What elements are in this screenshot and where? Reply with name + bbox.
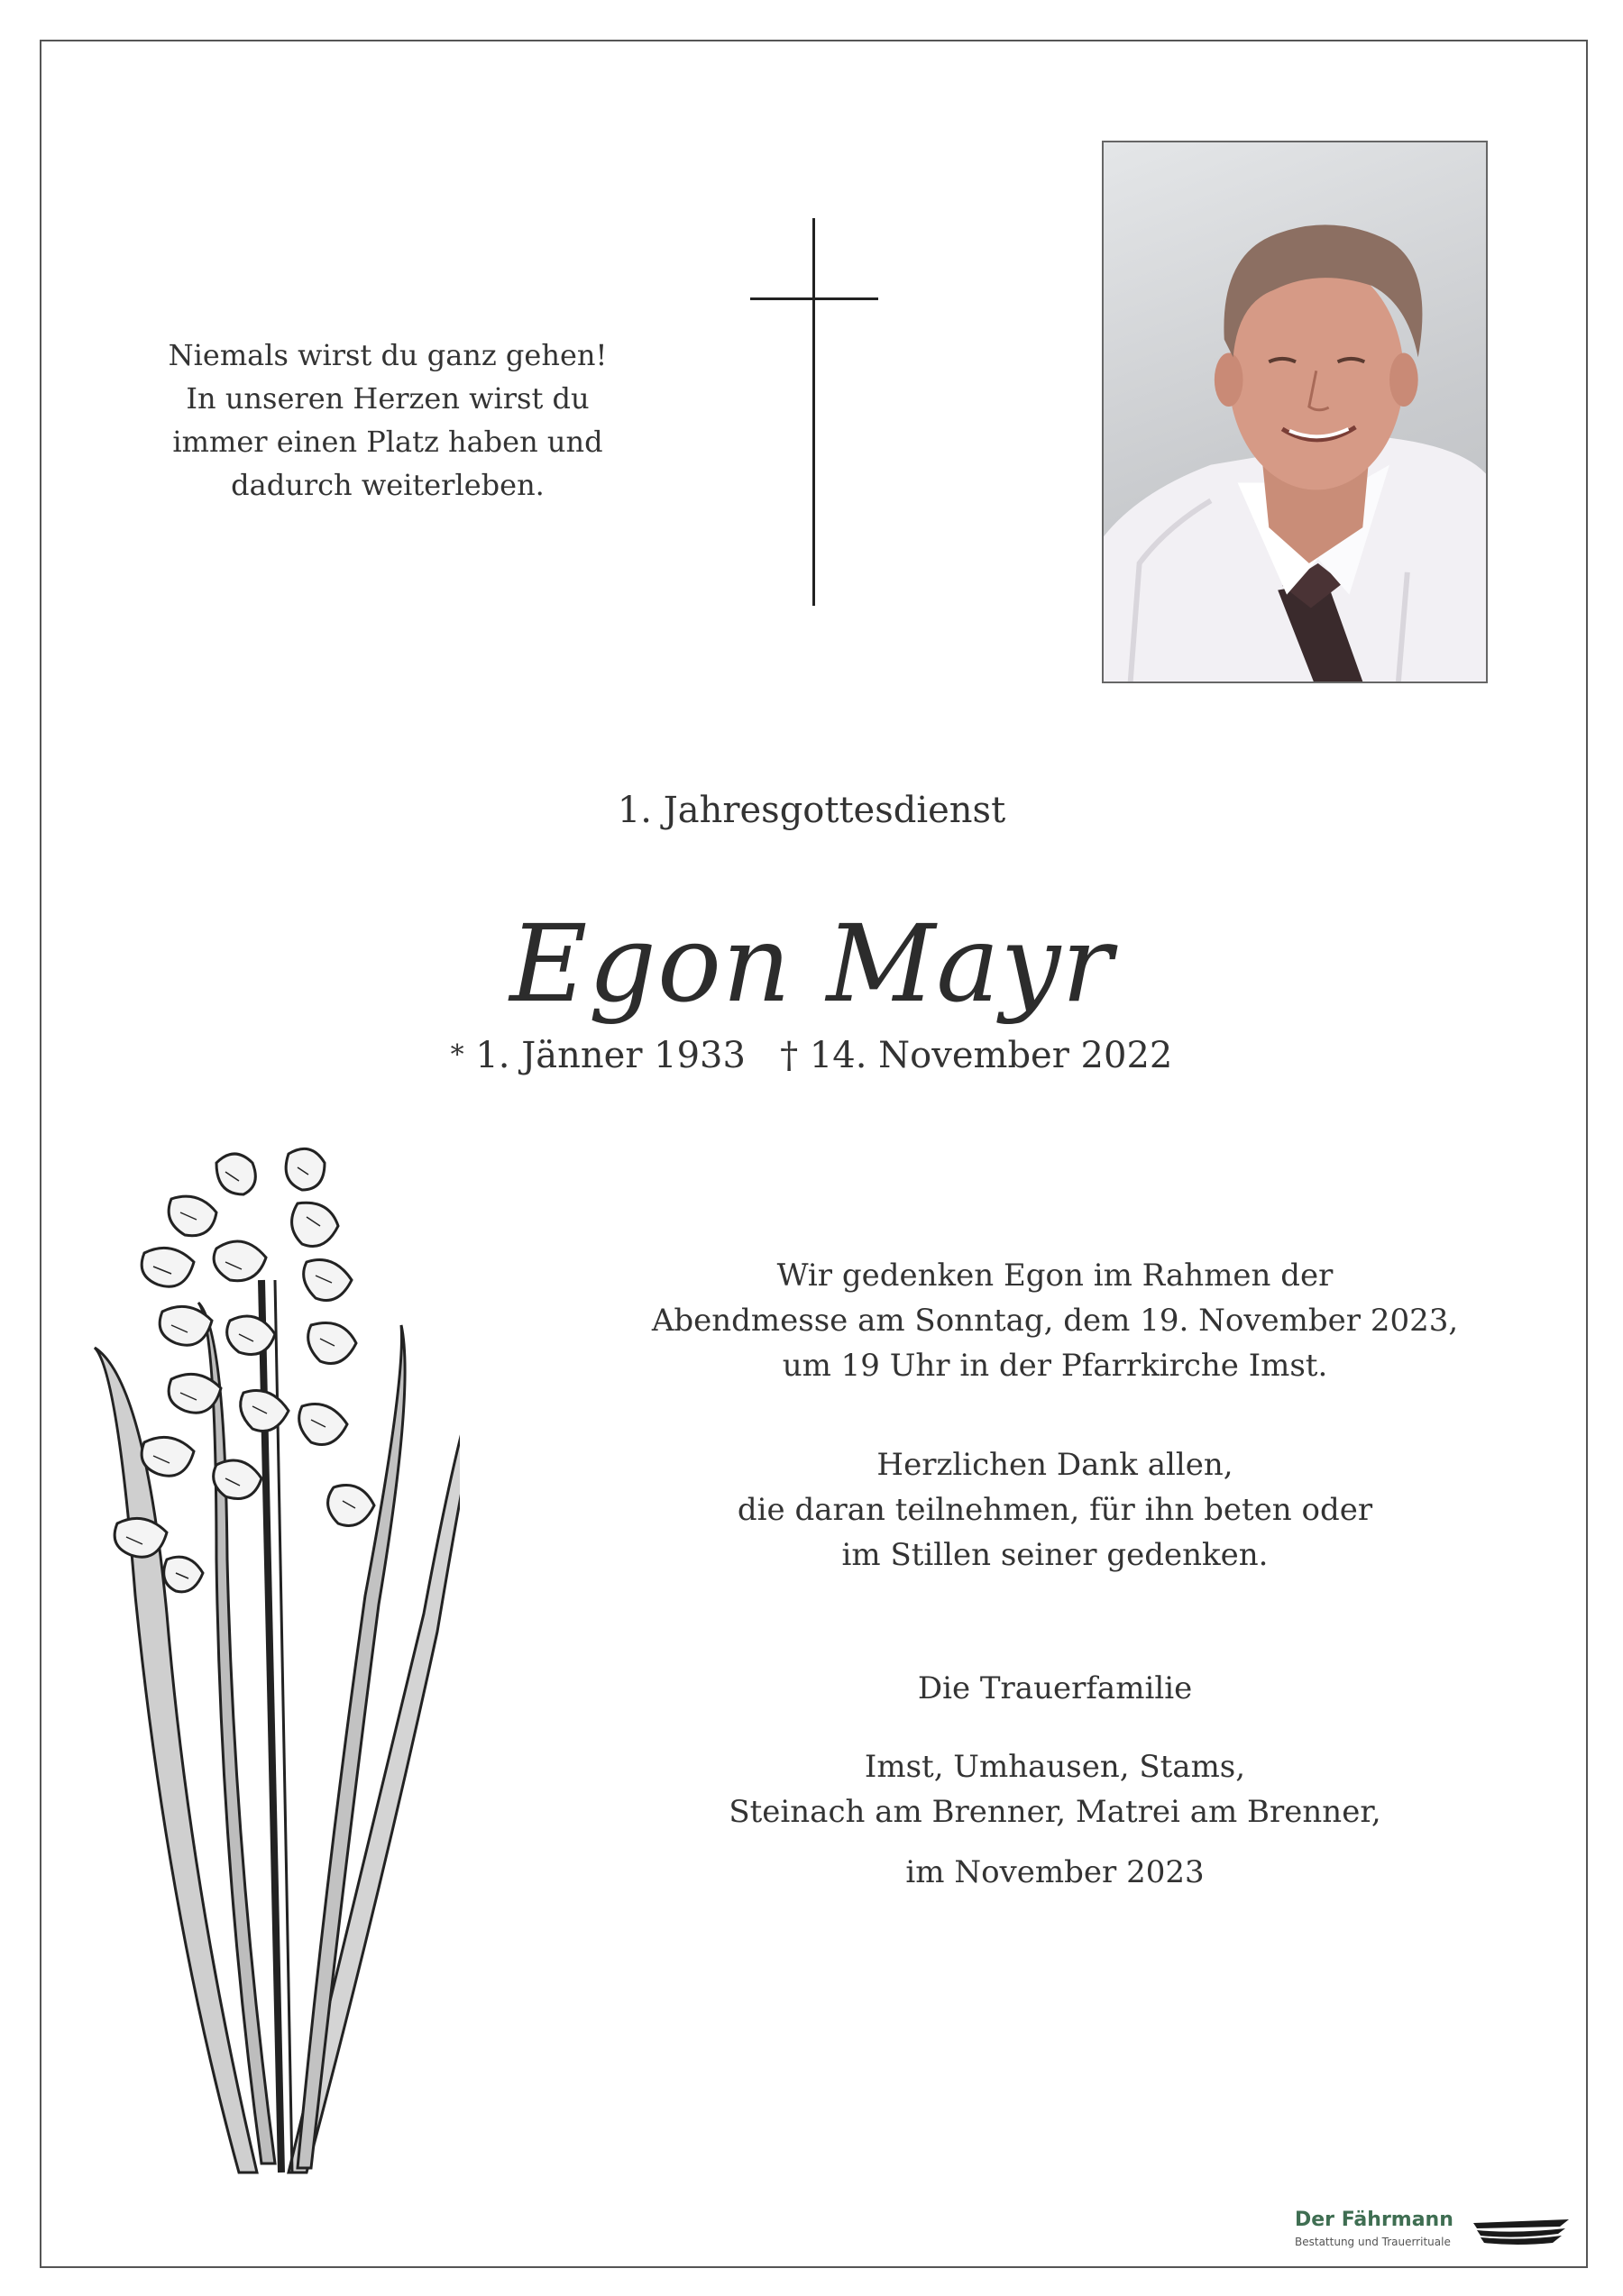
signature-date: im November 2023 bbox=[905, 1854, 1205, 1890]
poem-line: In unseren Herzen wirst du bbox=[186, 381, 590, 416]
hyacinth-illustration bbox=[81, 1145, 460, 2182]
cross-horizontal-bar bbox=[750, 297, 878, 300]
memorial-announcement bbox=[622, 1253, 1488, 1388]
place-line: Steinach am Brenner, Matrei am Brenner, bbox=[729, 1794, 1381, 1830]
poem-line: dadurch weiterleben. bbox=[231, 468, 545, 502]
funeral-home-logo bbox=[1295, 2209, 1574, 2259]
life-dates bbox=[0, 1035, 1623, 1076]
memorial-line: Abendmesse am Sonntag, dem 19. November 2023, bbox=[651, 1303, 1459, 1339]
birth-date: 1. Jänner 1933 bbox=[475, 1035, 746, 1076]
thanks-line: die daran teilnehmen, für ihn beten oder bbox=[737, 1492, 1373, 1528]
logo-brand: Der Fährmann bbox=[1295, 2209, 1453, 2231]
portrait-illustration bbox=[1104, 142, 1486, 681]
memorial-line: um 19 Uhr in der Pfarrkirche Imst. bbox=[782, 1348, 1328, 1384]
birth-symbol: * bbox=[450, 1039, 464, 1071]
family-places bbox=[622, 1744, 1488, 1834]
logo-tagline: Bestattung und Trauerrituale bbox=[1295, 2236, 1451, 2248]
cross-icon bbox=[750, 218, 878, 606]
poem bbox=[144, 334, 631, 507]
deceased-name: Egon Mayr bbox=[509, 901, 1114, 1026]
memorial-line: Wir gedenken Egon im Rahmen der bbox=[776, 1258, 1334, 1294]
family-signature: Die Trauerfamilie bbox=[917, 1670, 1193, 1706]
cross-vertical-bar bbox=[812, 218, 815, 606]
thanks-line: im Stillen seiner gedenken. bbox=[841, 1537, 1269, 1573]
thanks-text bbox=[622, 1442, 1488, 1578]
boat-icon bbox=[1472, 2214, 1571, 2250]
thanks-line: Herzlichen Dank allen, bbox=[876, 1447, 1233, 1483]
death-symbol: † bbox=[780, 1035, 799, 1076]
death-date: 14. November 2022 bbox=[809, 1035, 1173, 1076]
place-line: Imst, Umhausen, Stams, bbox=[864, 1749, 1246, 1785]
poem-line: immer einen Platz haben und bbox=[172, 425, 603, 459]
portrait-photo bbox=[1102, 141, 1488, 683]
poem-line: Niemals wirst du ganz gehen! bbox=[168, 338, 608, 372]
service-title: 1. Jahresgottesdienst bbox=[617, 790, 1006, 831]
